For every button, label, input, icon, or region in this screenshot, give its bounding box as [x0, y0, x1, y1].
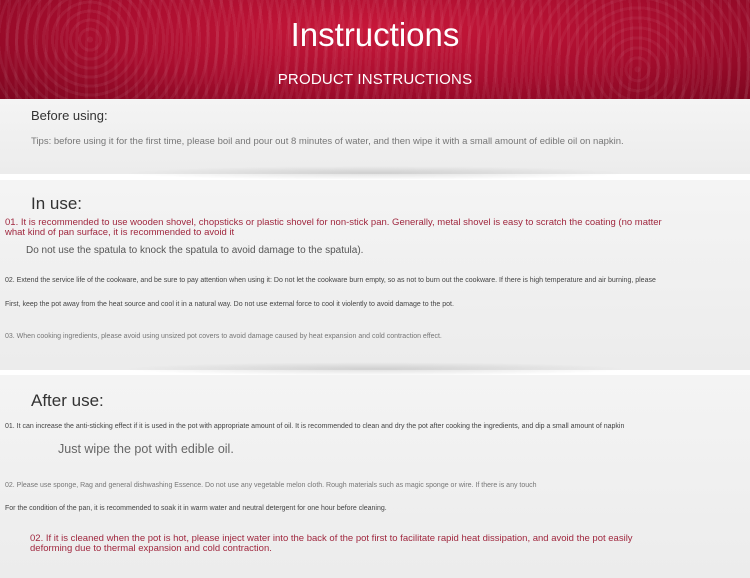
in-use-item-2-line-2: First, keep the pot away from the heat source and cool it in a natural way. Do not use external force to cool it violently to avoid damage to the pot. — [5, 301, 454, 308]
page-subtitle: PRODUCT INSTRUCTIONS — [277, 71, 473, 88]
in-use-note: Do not use the spatula to knock the spatula to avoid damage to the spatula). — [26, 245, 364, 256]
after-use-wipe: Just wipe the pot with edible oil. — [58, 442, 234, 456]
in-use-item-1-line-2: what kind of pan surface, it is recommended to avoid it — [5, 227, 235, 238]
in-use-heading: In use: — [31, 194, 83, 213]
section-divider — [120, 362, 630, 376]
after-use-item-3-line-2: deforming due to thermal expansion and cold contraction. — [30, 543, 272, 554]
before-using-heading: Before using: — [31, 108, 108, 123]
after-use-item-1: 01. It can increase the anti-sticking effect if it is used in the pot with appropriate amount of oil. It is recommended to clean and dry the pot after cooking the ingredients, and dip a small amount of napkin — [5, 423, 625, 430]
in-use-item-3: 03. When cooking ingredients, please avoid using unsized pot covers to avoid damage caused by heat expansion and cold contraction effect. — [5, 333, 442, 340]
after-use-heading: After use: — [31, 391, 104, 410]
after-use-item-3-line-1: 02. If it is cleaned when the pot is hot, please inject water into the back of the pot first to facilitate rapid heat dissipation, and avoid the pot easily — [30, 533, 633, 544]
after-use-item-2-line-1: 02. Please use sponge, Rag and general dishwashing Essence. Do not use any vegetable melon cloth. Rough materials such as magic sponge or wire. If there is any touch — [5, 482, 537, 489]
in-use-item-2-line-1: 02. Extend the service life of the cookware, and be sure to pay attention when using it: Do not let the cookware burn empty, so as not to burn out the cookware. If there is high temperature and air burning, please — [5, 277, 656, 284]
section-divider — [120, 166, 630, 180]
after-use-item-2-line-2: For the condition of the pan, it is recommended to soak it in warm water and neutral detergent for one hour before cleaning. — [5, 505, 387, 512]
before-using-tip: Tips: before using it for the first time, please boil and pour out 8 minutes of water, and then wipe it with a small amount of edible oil on napkin. — [31, 136, 624, 147]
in-use-section — [0, 180, 750, 370]
page-title: Instructions — [290, 16, 460, 53]
header-banner — [0, 0, 750, 99]
in-use-item-1-line-1: 01. It is recommended to use wooden shovel, chopsticks or plastic shovel for non-stick pan. Generally, metal shovel is easy to scratch the coating (no matter — [5, 217, 662, 228]
